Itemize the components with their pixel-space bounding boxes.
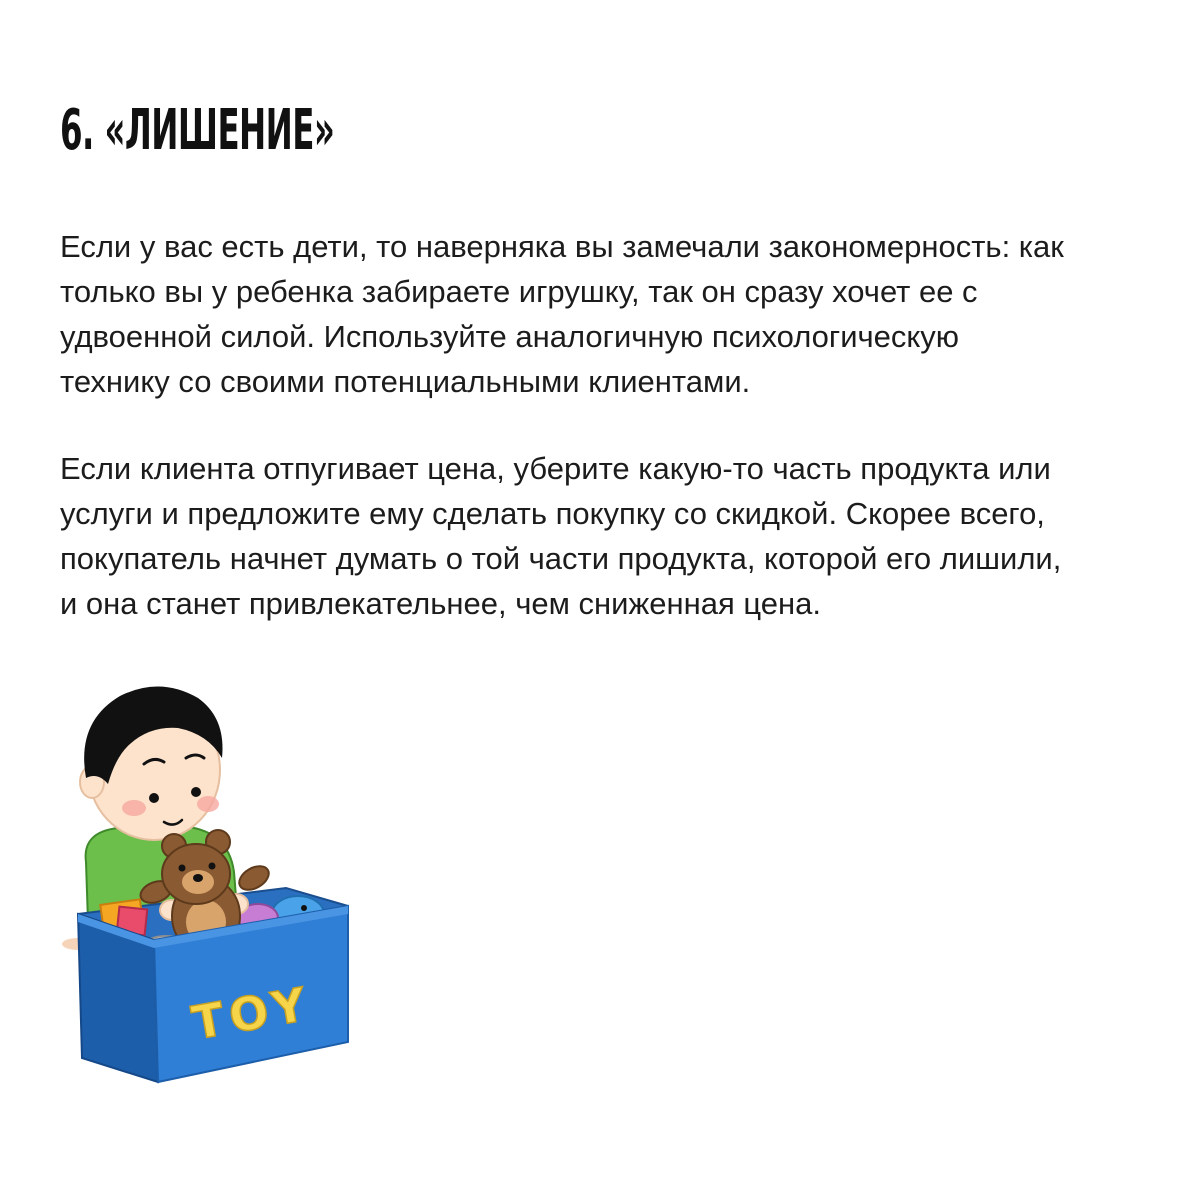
box-label: TOY [188, 976, 316, 1051]
paragraph-line: и она станет привлекательнее, чем сниженная цена. [60, 586, 821, 621]
child-with-toy-box-illustration [58, 682, 358, 1092]
paragraph-line: Если клиента отпугивает цена, уберите какую-то часть продукта или [60, 451, 1051, 486]
paragraph-line: покупатель начнет думать о той части продукта, которой его лишили, [60, 541, 1062, 576]
paragraph-line: услуги и предложите ему сделать покупку со скидкой. Скорее всего, [60, 496, 1045, 531]
paragraph-line: технику со своими потенциальными клиентами. [60, 364, 751, 399]
paragraph-line: только вы у ребенка забираете игрушку, так он сразу хочет ее с [60, 274, 978, 309]
paragraph-1 [60, 224, 1064, 404]
paragraph-line: удвоенной силой. Используйте аналогичную психологическую [60, 319, 960, 354]
paragraph-line: Если у вас есть дети, то наверняка вы замечали закономерность: как [60, 229, 1064, 264]
paragraph-2 [60, 446, 1061, 626]
page-title: 6. «ЛИШЕНИЕ» [60, 98, 335, 163]
